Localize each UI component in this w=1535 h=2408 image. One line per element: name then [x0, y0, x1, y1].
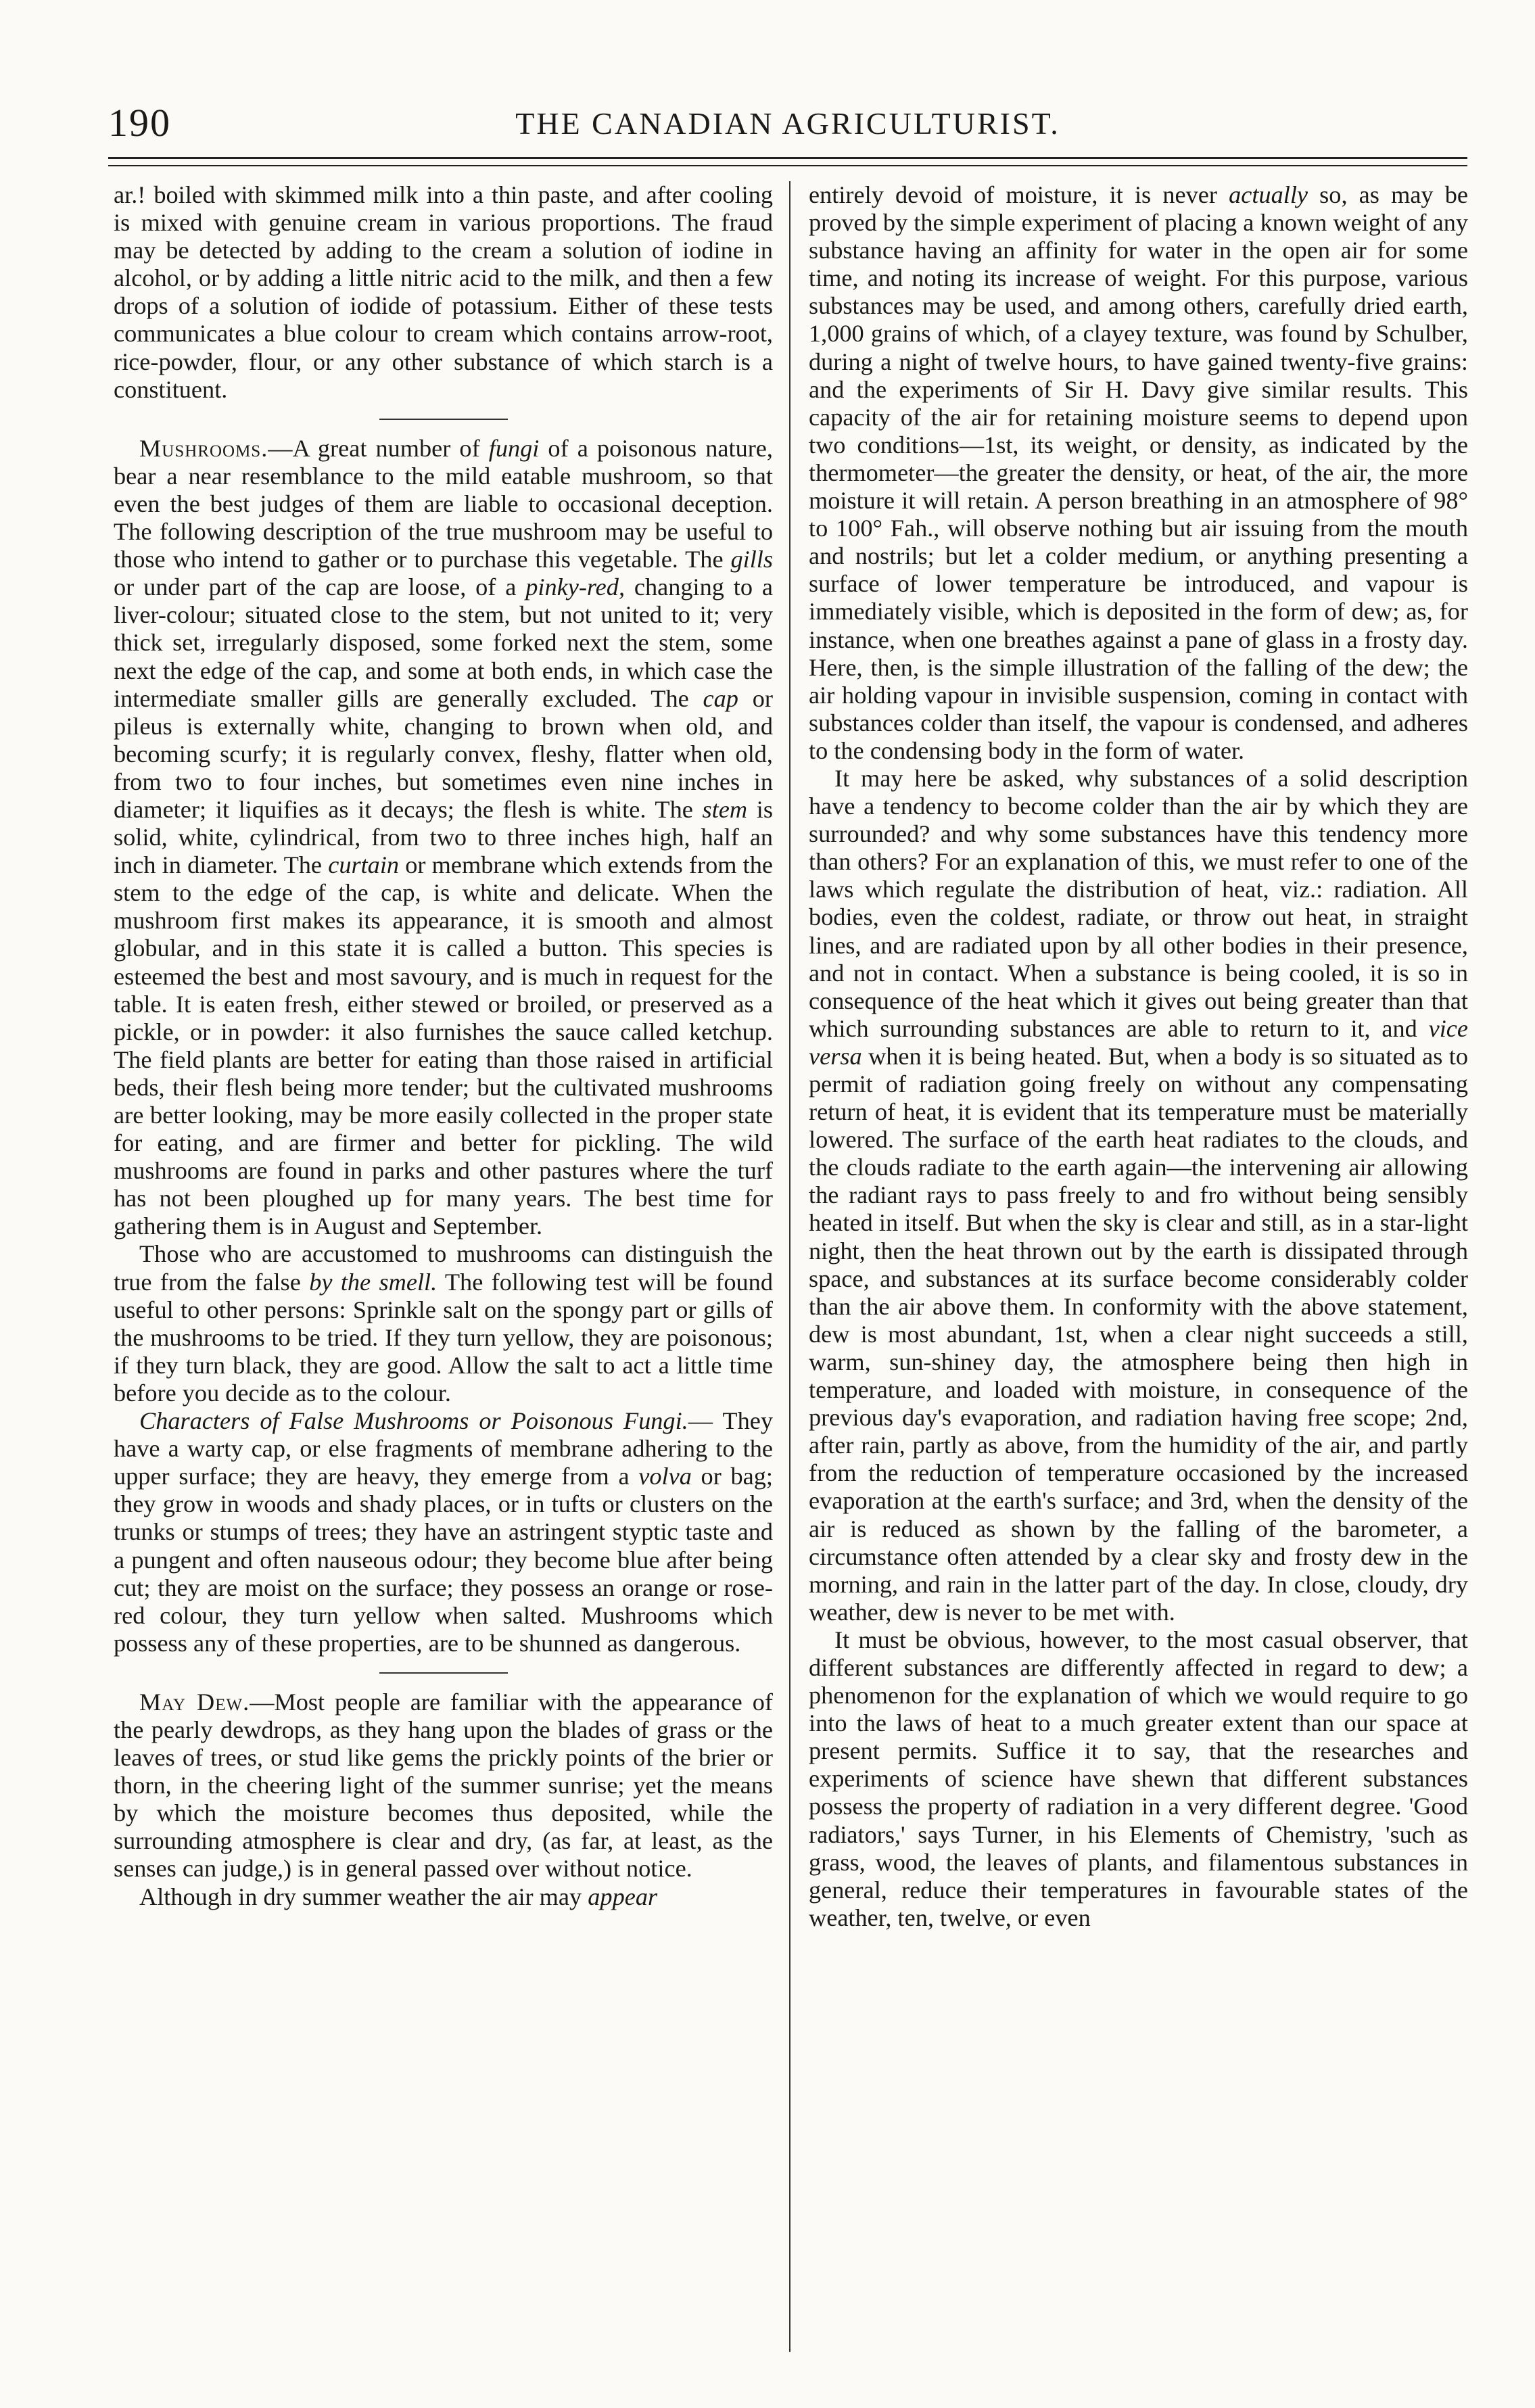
- mushroom-test-paragraph: [114, 1240, 773, 1407]
- italic-run: stem: [702, 795, 748, 823]
- italic-run: actually: [1229, 181, 1308, 208]
- italic-run: curtain: [328, 851, 400, 879]
- may-dew-heading: May Dew.: [139, 1688, 250, 1716]
- text-run: It may here be asked, why substances of a solid description have a tendency to become colder than the air by which they are surrounded? and why some substances have this tendency more than others? For an explanation of this, we must refer to one of the laws which regulate the distribution of heat, viz.: radiation. All bodies, even the coldest, radiate, or throw out heat, in straight lines, and are radiated upon by all other bodies in their presence, and not in contact. When a substance is being cooled, it is so in consequence of the heat which it gives out being greater than that which surrounding substances are able to return to it, and: [809, 764, 1468, 1042]
- text-run: when it is being heated. But, when a body is so situated as to permit of radiation going freely on without any compensating return of heat, it is evident that its temperature must be materially lowered. The surface of the earth heat radiates to the clouds, and the clouds radiate to the earth again—the intervening air allowing the radiant rays to pass freely to and fro without being sensibly heated in itself. But when the sky is clear and still, as in a star-light night, then the heat thrown out by the earth is dissipated through space, and substances at its surface become considerably colder than the air above them. In conformity with the above statement, dew is most abundant, 1st, when a clear night succeeds a still, warm, sun-shiney day, the atmosphere being then high in temperature, and loaded with moisture, in consequence of the previous day's evaporation, and radiation having free scope; 2nd, after rain, partly as above, from the humidity of the air, and partly from the reduction of temperature occasioned by the increased evaporation at the earth's surface; and 3rd, when the density of the air is reduced as shown by the falling of the barometer, a circumstance often attended by a clear sky and frosty dew in the morning, and rain in the latter part of the day. In close, cloudy, dry weather, dew is never to be met with.: [809, 1042, 1468, 1626]
- column-divider: [789, 181, 790, 2352]
- mushrooms-paragraph: [114, 435, 773, 1241]
- left-column: [114, 181, 773, 2359]
- text-run: —Most people are familiar with the appearance of the pearly dewdrops, as they hang upon the blades of grass or the leaves of trees, or stud like gems the prickly points of the brier or thorn, in the cheering light of the summer sunrise; yet the means by which the moisture becomes thus deposited, while the surrounding atmosphere is clear and dry, (as far, at least, as the senses can judge,) is in general passed over without notice.: [114, 1688, 773, 1883]
- text-run: The following test will be found useful to other persons: Sprinkle salt on the spongy part or gills of the mushrooms to be tried. If they turn yellow, they are poisonous; if they turn black, they are good. Allow the salt to act a little time before you decide as to the colour.: [114, 1268, 773, 1407]
- mushrooms-heading: Mushrooms.: [139, 434, 268, 462]
- right-column: [809, 181, 1468, 2359]
- section-separator: [379, 1672, 508, 1674]
- text-run: so, as may be proved by the simple experiment of placing a known weight of any substance having an affinity for water in the open air for some time, and noting its increase of weight. For this purpose, various substances may be used, and among others, carefully dried earth, 1,000 grains of which, of a clayey texture, was found by Schulber, during a night of twelve hours, to have gained twenty-five grains: and the experiments of Sir H. Davy give similar results. This capacity of the air for retaining moisture seems to depend upon two conditions—1st, its weight, or density, as indicated by the thermometer—the greater the density, or heat, of the air, the more moisture it will retain. A person breathing in an atmosphere of 98° to 100° Fah., will observe nothing but air issuing from the mouth and nostrils; but let a colder medium, or anything presenting a surface of lower temperature be introduced, and vapour is immediately visible, which is deposited in the form of dew; as, for instance, when one breathes against a pane of glass in a frosty day. Here, then, is the simple illustration of the falling of the dew; the air holding vapour in invisible suspension, coming in contact with substances colder than itself, the vapour is condensed, and adheres to the condensing body in the form of water.: [809, 181, 1468, 764]
- radiation-paragraph: [809, 765, 1468, 1626]
- italic-run: by the smell.: [309, 1268, 438, 1296]
- moisture-paragraph: [809, 181, 1468, 765]
- text-run: —A great number of: [268, 434, 489, 462]
- italic-run: gills: [730, 546, 773, 573]
- starch-paragraph: ar.! boiled with skimmed milk into a thin paste, and after cooling is mixed with genuine cream in various proportions. The fraud may be detected by adding to the cream a solution of iodine in alcohol, or by adding a little nitric acid to the milk, and then a few drops of a solution of iodide of potassium. Either of these tests communicates a blue colour to cream which contains arrow-root, rice-powder, flour, or any other substance of which starch is a constituent.: [114, 181, 773, 403]
- section-separator: [379, 419, 508, 420]
- italic-run: volva: [638, 1463, 692, 1490]
- text-run: — They have a warty cap, or else fragments of membrane adhering to the upper surface; they are heavy, they emerge from a: [114, 1407, 773, 1490]
- text-run: changing to a liver-colour; situated close to the stem, but not united to it; very thick set, irregularly disposed, some forked next the stem, some next the edge of the cap, and some at both ends, in which case the intermediate smaller gills are generally excluded. The: [114, 573, 774, 712]
- page-number: 190: [108, 101, 171, 145]
- italic-run: vice versa: [809, 1014, 1468, 1070]
- text-run: of a poisonous nature, bear a near resemblance to the mild eatable mushroom, so that even the best judges of them are liable to occasional deception. The following description of the true mushroom may be useful to those who intend to gather or to purchase this vegetable. The: [114, 434, 773, 573]
- text-run: or under part of the cap are loose, of a: [114, 573, 526, 601]
- running-title: THE CANADIAN AGRICULTURIST.: [515, 106, 1060, 141]
- italic-run: pinky-red,: [525, 573, 625, 601]
- italic-run: appear: [588, 1883, 658, 1910]
- text-run: or bag; they grow in woods and shady places, or in tufts or clusters on the trunks or stumps of trees; they have an astringent styptic taste and a pungent and often nauseous odour; they become blue after being cut; they are moist on the surface; they possess an orange or rose-red colour, they turn yellow when salted. Mushrooms which possess any of these properties, are to be shunned as dangerous.: [114, 1463, 773, 1657]
- italic-run: cap: [703, 684, 738, 712]
- header-rule-bottom: [108, 165, 1467, 166]
- italic-run: fungi: [488, 434, 540, 462]
- dry-weather-paragraph: [114, 1883, 773, 1911]
- text-run: or pileus is externally white, changing to brown when old, and becoming scurfy; it is regularly convex, fleshy, flatter when old, from two to four inches, but sometimes even nine inches in diameter; it liquifies as it decays; the flesh is white. The: [114, 684, 774, 823]
- radiators-paragraph: It must be obvious, however, to the most casual observer, that different substances are differently affected in regard to dew; a phenomenon for the explanation of which we would require to go into the laws of heat to a much greater extent than our space at present permits. Suffice it to say, that the researches and experiments of science have shewn that different substances possess the property of radiation in a very different degree. 'Good radiators,' says Turner, in his Elements of Chemistry, 'such as grass, wood, the leaves of plants, and filamentous substances in general, reduce their temperatures in favourable states of the weather, ten, twelve, or even: [809, 1626, 1468, 1931]
- false-mushrooms-heading: Characters of False Mushrooms or Poisonous Fungi.: [139, 1407, 688, 1435]
- text-run: entirely devoid of moisture, it is never: [809, 181, 1229, 208]
- page-header: [108, 100, 1467, 147]
- text-run: is solid, white, cylindrical, from two to three inches high, half an inch in diameter. The: [114, 795, 773, 879]
- text-run: Although in dry summer weather the air may: [139, 1883, 588, 1910]
- text-run: Those who are accustomed to mushrooms can distinguish the true from the false: [114, 1240, 773, 1296]
- header-rule-top: [108, 157, 1467, 159]
- may-dew-paragraph: [114, 1689, 773, 1883]
- text-run: or membrane which extends from the stem to the edge of the cap, is white and delicate. When the mushroom first makes its appearance, it is smooth and almost globular, and in this state it is called a button. This species is esteemed the best and most savoury, and is much in request for the table. It is eaten fresh, either stewed or broiled, or preserved as a pickle, or in powder: it also furnishes the sauce called ketchup. The field plants are better for eating than those raised in artificial beds, their flesh being more tender; but the cultivated mushrooms are better looking, may be more easily collected in the proper state for eating, and are firmer and better for pickling. The wild mushrooms are found in parks and other pastures where the turf has not been ploughed up for many years. The best time for gathering them is in August and September.: [114, 851, 773, 1240]
- false-mushrooms-paragraph: [114, 1407, 773, 1657]
